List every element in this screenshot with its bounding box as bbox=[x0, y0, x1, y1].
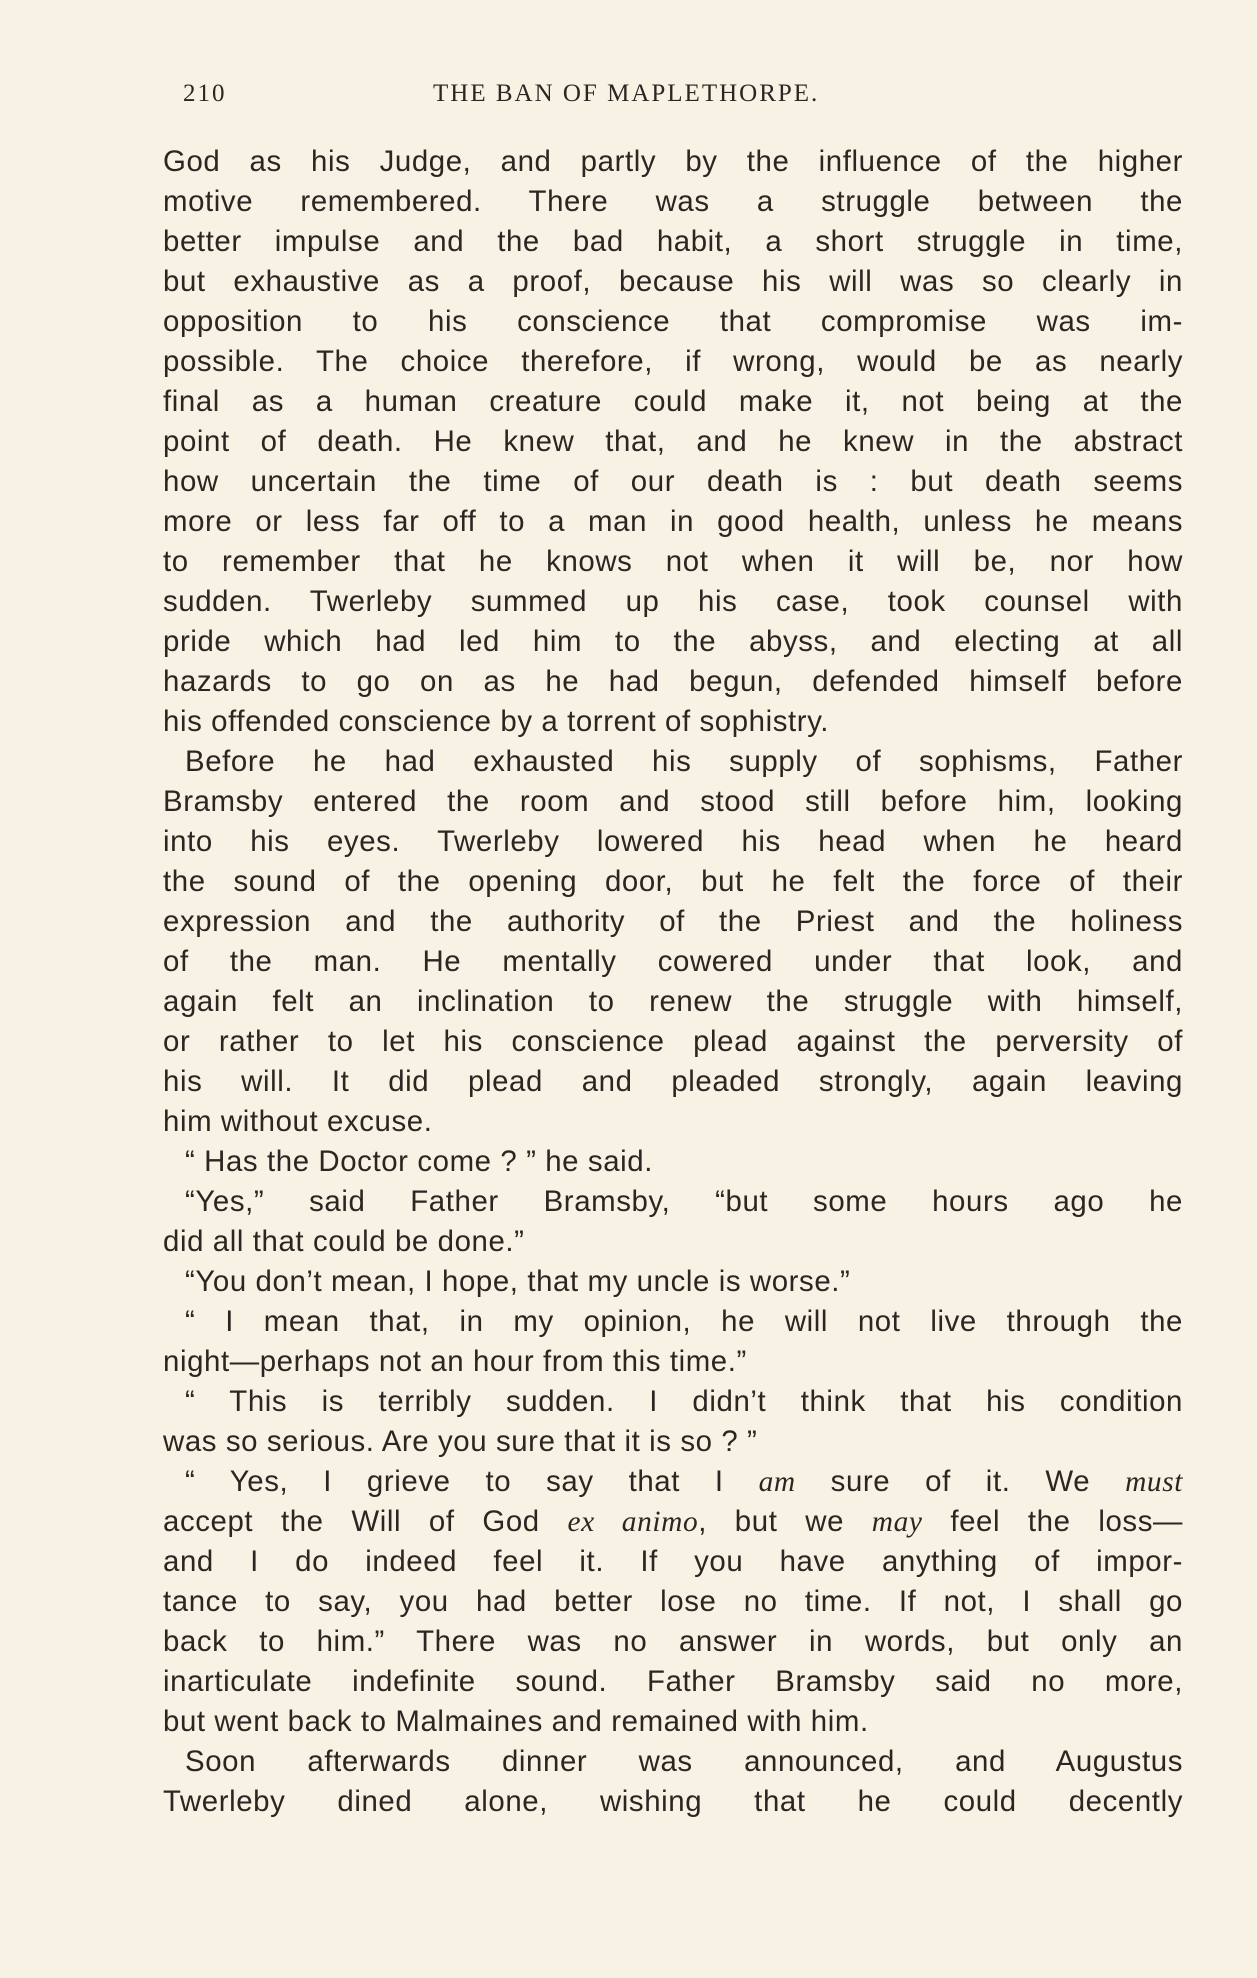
text-segment: better impulse and the bad habit, a short struggle in time, bbox=[163, 225, 1183, 258]
text-line bbox=[163, 1542, 1183, 1582]
text-line bbox=[163, 462, 1183, 502]
text-line bbox=[163, 1342, 1183, 1382]
text-line bbox=[163, 1382, 1183, 1422]
text-segment: inarticulate indefinite sound. Father Bramsby said no more, bbox=[163, 1665, 1183, 1698]
body-text bbox=[163, 142, 1183, 1822]
text-segment: again felt an inclination to renew the struggle with himself, bbox=[163, 985, 1183, 1018]
text-line bbox=[163, 702, 1183, 742]
text-segment: “ Has the Doctor come ? ” he said. bbox=[185, 1145, 653, 1178]
text-line bbox=[163, 1582, 1183, 1622]
text-line bbox=[163, 782, 1183, 822]
text-line bbox=[163, 1022, 1183, 1062]
text-segment: was so serious. Are you sure that it is so ? ” bbox=[163, 1425, 758, 1458]
text-line bbox=[163, 1622, 1183, 1662]
text-line bbox=[163, 742, 1183, 782]
text-segment: tance to say, you had better lose no time. If not, I shall go bbox=[163, 1585, 1183, 1618]
text-line bbox=[163, 1182, 1183, 1222]
text-segment: the sound of the opening door, but he felt the force of their bbox=[163, 865, 1183, 898]
text-line bbox=[163, 1222, 1183, 1262]
text-segment: how uncertain the time of our death is : but death seems bbox=[163, 465, 1183, 498]
text-segment: expression and the authority of the Priest and the holiness bbox=[163, 905, 1183, 938]
text-line bbox=[163, 382, 1183, 422]
text-segment: sudden. Twerleby summed up his case, took counsel with bbox=[163, 585, 1183, 618]
text-line bbox=[163, 942, 1183, 982]
text-segment: of the man. He mentally cowered under that look, and bbox=[163, 945, 1183, 978]
running-head bbox=[183, 80, 1177, 112]
text-segment: did all that could be done.” bbox=[163, 1225, 525, 1258]
text-segment: into his eyes. Twerleby lowered his head when he heard bbox=[163, 825, 1183, 858]
text-segment: and I do indeed feel it. If you have anything of impor- bbox=[163, 1545, 1183, 1578]
text-line bbox=[163, 662, 1183, 702]
text-segment: sure of it. We bbox=[795, 1465, 1126, 1498]
text-line bbox=[163, 822, 1183, 862]
text-line bbox=[163, 622, 1183, 662]
text-segment: or rather to let his conscience plead against the perversity of bbox=[163, 1025, 1183, 1058]
text-segment: , but we bbox=[698, 1505, 872, 1538]
text-segment: opposition to his conscience that compromise was im- bbox=[163, 305, 1183, 338]
text-line bbox=[163, 1262, 1183, 1302]
text-segment: him without excuse. bbox=[163, 1105, 433, 1138]
running-title: THE BAN OF MAPLETHORPE. bbox=[433, 80, 820, 107]
text-segment: to remember that he knows not when it will be, nor how bbox=[163, 545, 1183, 578]
text-segment: God as his Judge, and partly by the influence of the higher bbox=[163, 145, 1183, 178]
text-line bbox=[163, 1502, 1183, 1542]
text-line bbox=[163, 902, 1183, 942]
text-segment: more or less far off to a man in good health, unless he means bbox=[163, 505, 1183, 538]
text-segment: Before he had exhausted his supply of sophisms, Father bbox=[185, 745, 1183, 778]
text-segment: night—perhaps not an hour from this time.” bbox=[163, 1345, 747, 1378]
text-segment: final as a human creature could make it, not being at the bbox=[163, 385, 1183, 418]
text-segment: possible. The choice therefore, if wrong, would be as nearly bbox=[163, 345, 1183, 378]
page-number: 210 bbox=[183, 80, 227, 107]
text-segment: Soon afterwards dinner was announced, and Augustus bbox=[185, 1745, 1183, 1778]
text-line bbox=[163, 1142, 1183, 1182]
text-segment: “Yes,” said Father Bramsby, “but some hours ago he bbox=[185, 1185, 1183, 1218]
text-line bbox=[163, 1462, 1183, 1502]
text-segment: accept the Will of God bbox=[163, 1505, 568, 1538]
text-segment: “ I mean that, in my opinion, he will not live through the bbox=[185, 1305, 1183, 1338]
text-line bbox=[163, 142, 1183, 182]
italic-text: ex animo bbox=[567, 1506, 699, 1538]
text-line bbox=[163, 582, 1183, 622]
text-line bbox=[163, 1302, 1183, 1342]
text-line bbox=[163, 342, 1183, 382]
italic-text: may bbox=[871, 1506, 923, 1538]
text-line bbox=[163, 182, 1183, 222]
text-line bbox=[163, 302, 1183, 342]
text-segment: but went back to Malmaines and remained with him. bbox=[163, 1705, 869, 1738]
text-line bbox=[163, 1782, 1183, 1822]
text-segment: back to him.” There was no answer in words, but only an bbox=[163, 1625, 1183, 1658]
text-line bbox=[163, 1422, 1183, 1462]
text-line bbox=[163, 1702, 1183, 1742]
text-segment: but exhaustive as a proof, because his will was so clearly in bbox=[163, 265, 1183, 298]
text-segment: hazards to go on as he had begun, defended himself before bbox=[163, 665, 1183, 698]
text-line bbox=[163, 262, 1183, 302]
text-segment: “ Yes, I grieve to say that I bbox=[185, 1465, 759, 1498]
text-line bbox=[163, 422, 1183, 462]
text-segment: feel the loss— bbox=[922, 1505, 1183, 1538]
text-segment: motive remembered. There was a struggle between the bbox=[163, 185, 1183, 218]
text-segment: his will. It did plead and pleaded strongly, again leaving bbox=[163, 1065, 1183, 1098]
text-segment: Twerleby dined alone, wishing that he could decently bbox=[163, 1785, 1183, 1818]
text-line bbox=[163, 222, 1183, 262]
italic-text: must bbox=[1125, 1466, 1184, 1498]
text-line bbox=[163, 502, 1183, 542]
italic-text: am bbox=[758, 1466, 796, 1498]
text-segment: his offended conscience by a torrent of sophistry. bbox=[163, 705, 830, 738]
text-line bbox=[163, 862, 1183, 902]
text-line bbox=[163, 1742, 1183, 1782]
text-segment: “ This is terribly sudden. I didn’t think that his condition bbox=[185, 1385, 1183, 1418]
text-line bbox=[163, 982, 1183, 1022]
text-line bbox=[163, 542, 1183, 582]
text-line bbox=[163, 1662, 1183, 1702]
text-segment: point of death. He knew that, and he knew in the abstract bbox=[163, 425, 1183, 458]
text-segment: Bramsby entered the room and stood still before him, looking bbox=[163, 785, 1183, 818]
text-segment: “You don’t mean, I hope, that my uncle is worse.” bbox=[185, 1265, 851, 1298]
text-line bbox=[163, 1062, 1183, 1102]
text-line bbox=[163, 1102, 1183, 1142]
text-segment: pride which had led him to the abyss, and electing at all bbox=[163, 625, 1183, 658]
